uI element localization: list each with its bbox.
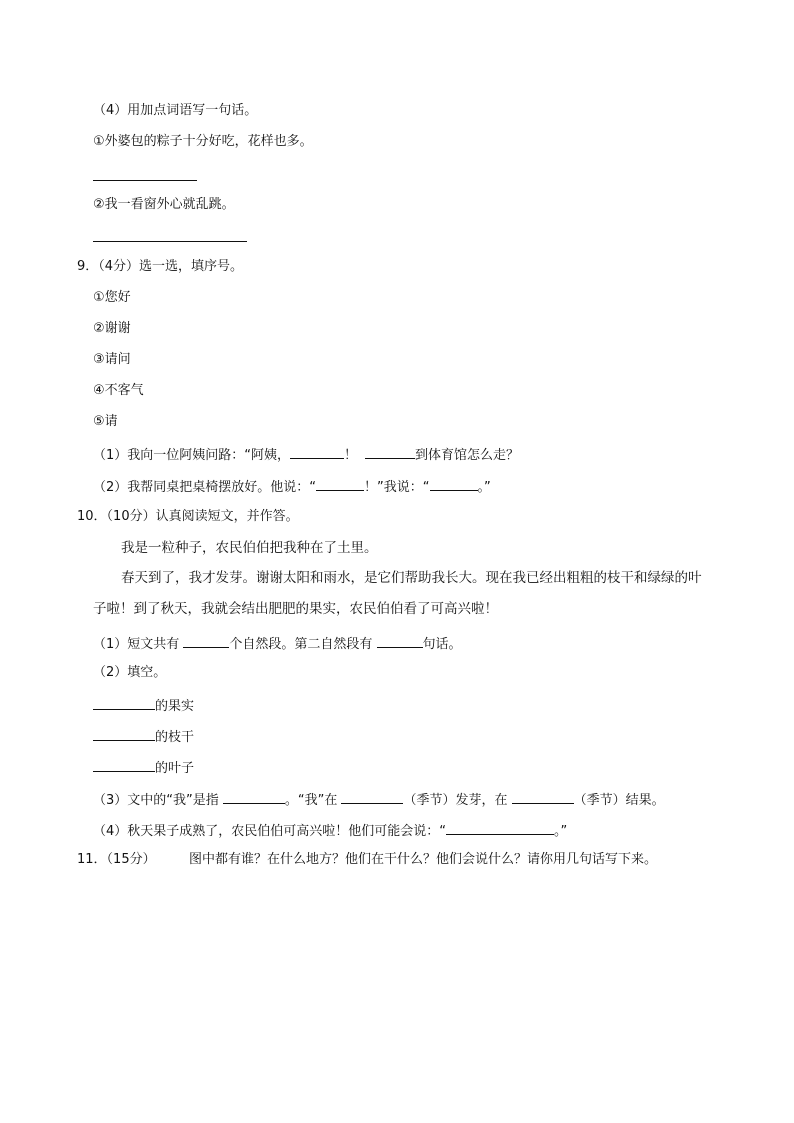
q10-sub3-text-b: 。“我”在 <box>284 793 342 808</box>
q10-passage-para2-line1: 春天到了，我才发芽。谢谢太阳和雨水，是它们帮助我长大。现在我已经出粗粗的枝干和绿绿的叶 <box>121 570 702 586</box>
q9-sub1-text-a: （1）我向一位阿姨问路：“阿姨， <box>93 448 291 463</box>
q8-answer-line-2[interactable] <box>93 227 247 242</box>
q10-sub3-blank-2[interactable] <box>341 789 403 804</box>
q10-fill-row <box>93 695 194 716</box>
q10-sub1-text-b: 个自然段。第二自然段有 <box>229 637 377 652</box>
q10-fill-label-1: 的果实 <box>155 699 195 714</box>
q8-answer-line-1[interactable] <box>93 166 197 181</box>
q10-title: 10．（10分）认真阅读短文，并作答。 <box>77 509 299 524</box>
q9-option: ②谢谢 <box>93 321 131 336</box>
q10-passage-para2-line2: 子啦！到了秋天，我就会结出肥肥的果实，农民伯伯看了可高兴啦！ <box>93 601 498 617</box>
q9-sub1-blank-1[interactable] <box>290 444 344 459</box>
q9-sub1-text-b: ！ <box>344 448 358 463</box>
q10-fill-blank-2[interactable] <box>93 726 155 741</box>
q10-sub4-blank[interactable] <box>446 820 554 835</box>
q10-fill-row <box>93 726 194 747</box>
q9-sub2-text-b: ！”我说：“ <box>364 480 430 495</box>
q9-option: ④不客气 <box>93 383 144 398</box>
q10-sub1-blank-2[interactable] <box>377 633 423 648</box>
q9-option: ①您好 <box>93 290 131 305</box>
q10-sub3-text-c: （季节）发芽，在 <box>403 793 512 808</box>
q9-title: 9．（4分）选一选，填序号。 <box>77 259 244 274</box>
q10-fill-blank-3[interactable] <box>93 757 155 772</box>
q10-sub3-text-a: （3）文中的“我”是指 <box>93 793 223 808</box>
q9-sub2 <box>93 476 491 497</box>
q10-sub3-blank-1[interactable] <box>223 789 285 804</box>
q10-sub1-text-a: （1）短文共有 <box>93 637 184 652</box>
q10-sub4-text-b: 。” <box>554 824 568 839</box>
q10-fill-label-3: 的叶子 <box>155 761 195 776</box>
q9-sub2-text-c: 。” <box>477 480 491 495</box>
q10-sub3-text-d: （季节）结果。 <box>573 793 665 808</box>
q10-sub1-text-c: 句话。 <box>422 637 462 652</box>
q9-sub1-text-c: 到体育馆怎么走？ <box>415 448 520 463</box>
q9-option: ③请问 <box>93 352 131 367</box>
q10-sub1 <box>93 633 462 654</box>
q9-sub2-text-a: （2）我帮同桌把桌椅摆放好。他说：“ <box>93 480 317 495</box>
q10-fill-blank-1[interactable] <box>93 695 155 710</box>
q10-passage-para1: 我是一粒种子，农民伯伯把我种在了土里。 <box>121 540 378 556</box>
q10-sub4-text-a: （4）秋天果子成熟了，农民伯伯可高兴啦！他们可能会说：“ <box>93 824 447 839</box>
q10-sub3 <box>93 789 665 810</box>
q11-prompt: 图中都有谁？在什么地方？他们在干什么？他们会说什么？请你用几句话写下来。 <box>189 852 658 867</box>
q9-sub2-blank-1[interactable] <box>316 476 364 491</box>
q9-sub1-blank-2[interactable] <box>365 444 415 459</box>
q10-fill-label-2: 的枝干 <box>155 730 195 745</box>
q11-label: 11．（15分） <box>77 852 156 867</box>
q9-sub1 <box>93 444 519 465</box>
q10-sub2: （2）填空。 <box>93 665 167 680</box>
q8-sub4: （4）用加点词语写一句话。 <box>93 103 258 118</box>
q9-sub2-blank-2[interactable] <box>430 476 478 491</box>
q8-item1: ①外婆包的粽子十分好吃，花样也多。 <box>93 134 313 149</box>
q10-sub1-blank-1[interactable] <box>183 633 229 648</box>
q8-item2: ②我一看窗外心就乱跳。 <box>93 197 235 212</box>
q10-fill-row <box>93 757 194 778</box>
q10-sub4 <box>93 820 567 841</box>
q10-sub3-blank-3[interactable] <box>512 789 574 804</box>
q9-option: ⑤请 <box>93 414 118 429</box>
